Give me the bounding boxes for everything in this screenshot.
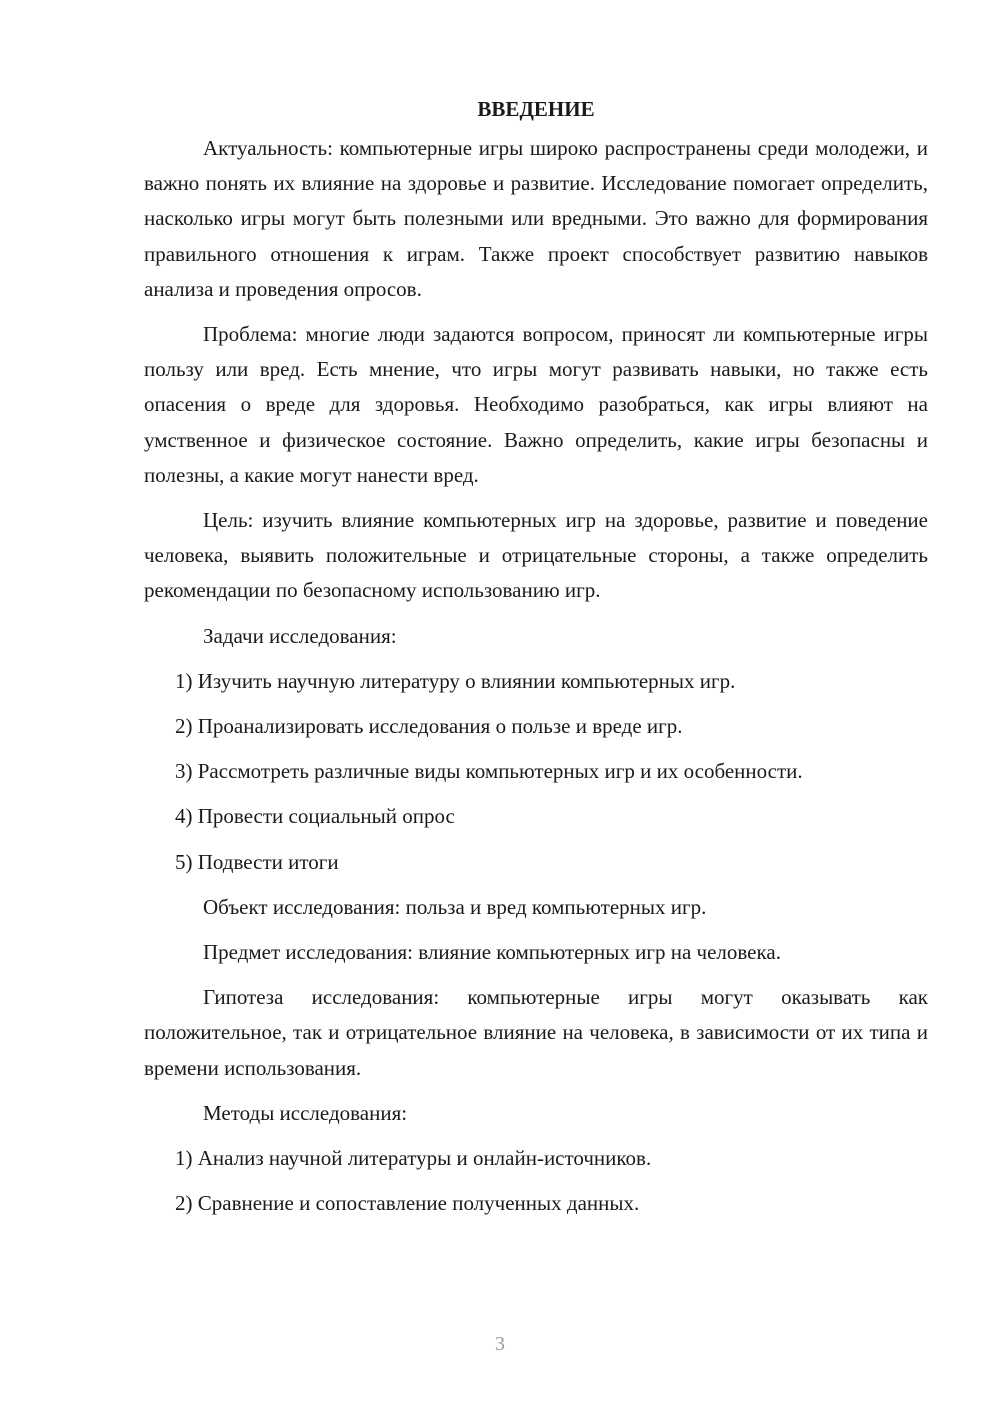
method-item-1: 1) Анализ научной литературы и онлайн-источников. bbox=[175, 1146, 652, 1171]
hypothesis-paragraph: Гипотеза исследования: компьютерные игры могут оказывать как положительное, так и отрицательное влияние на человека, в зависимости от их типа и времени использования. bbox=[144, 985, 928, 1080]
page-number: 3 bbox=[495, 1333, 505, 1355]
object-line: Объект исследования: польза и вред компьютерных игр. bbox=[203, 894, 707, 919]
document-page bbox=[144, 92, 928, 1231]
task-item-1: 1) Изучить научную литературу о влиянии компьютерных игр. bbox=[175, 668, 736, 693]
tasks-label: Задачи исследования: bbox=[203, 623, 397, 648]
task-item-4: 4) Провести социальный опрос bbox=[175, 804, 455, 829]
task-item-2: 2) Проанализировать исследования о пользе и вреде игр. bbox=[175, 714, 683, 739]
goal-paragraph: Цель: изучить влияние компьютерных игр на здоровье, развитие и поведение человека, выявить положительные и отрицательные стороны, а также определить рекомендации по безопасному использованию игр. bbox=[144, 508, 928, 603]
method-item-2: 2) Сравнение и сопоставление полученных данных. bbox=[175, 1191, 640, 1216]
relevance-paragraph: Актуальность: компьютерные игры широко распространены среди молодежи, и важно понять их влияние на здоровье и развитие. Исследование помогает определить, насколько игры могут быть полезными или вредными. Это важно для формирования правильного отношения к играм. Также проект способствует развитию навыков анализа и проведения опросов. bbox=[144, 136, 928, 301]
methods-label: Методы исследования: bbox=[203, 1100, 408, 1125]
section-title: ВВЕДЕНИЕ bbox=[477, 97, 595, 121]
problem-paragraph: Проблема: многие люди задаются вопросом, приносят ли компьютерные игры пользу или вред. Есть мнение, что игры могут развивать навыки, но также есть опасения о вреде для здоровья. Необходимо разобраться, как игры влияют на умственное и физическое состояние. Важно определить, какие игры безопасны и полезны, а какие могут нанести вред. bbox=[144, 322, 928, 487]
task-item-5: 5) Подвести итоги bbox=[175, 849, 339, 874]
task-item-3: 3) Рассмотреть различные виды компьютерных игр и их особенности. bbox=[175, 759, 803, 784]
subject-line: Предмет исследования: влияние компьютерных игр на человека. bbox=[203, 940, 781, 965]
